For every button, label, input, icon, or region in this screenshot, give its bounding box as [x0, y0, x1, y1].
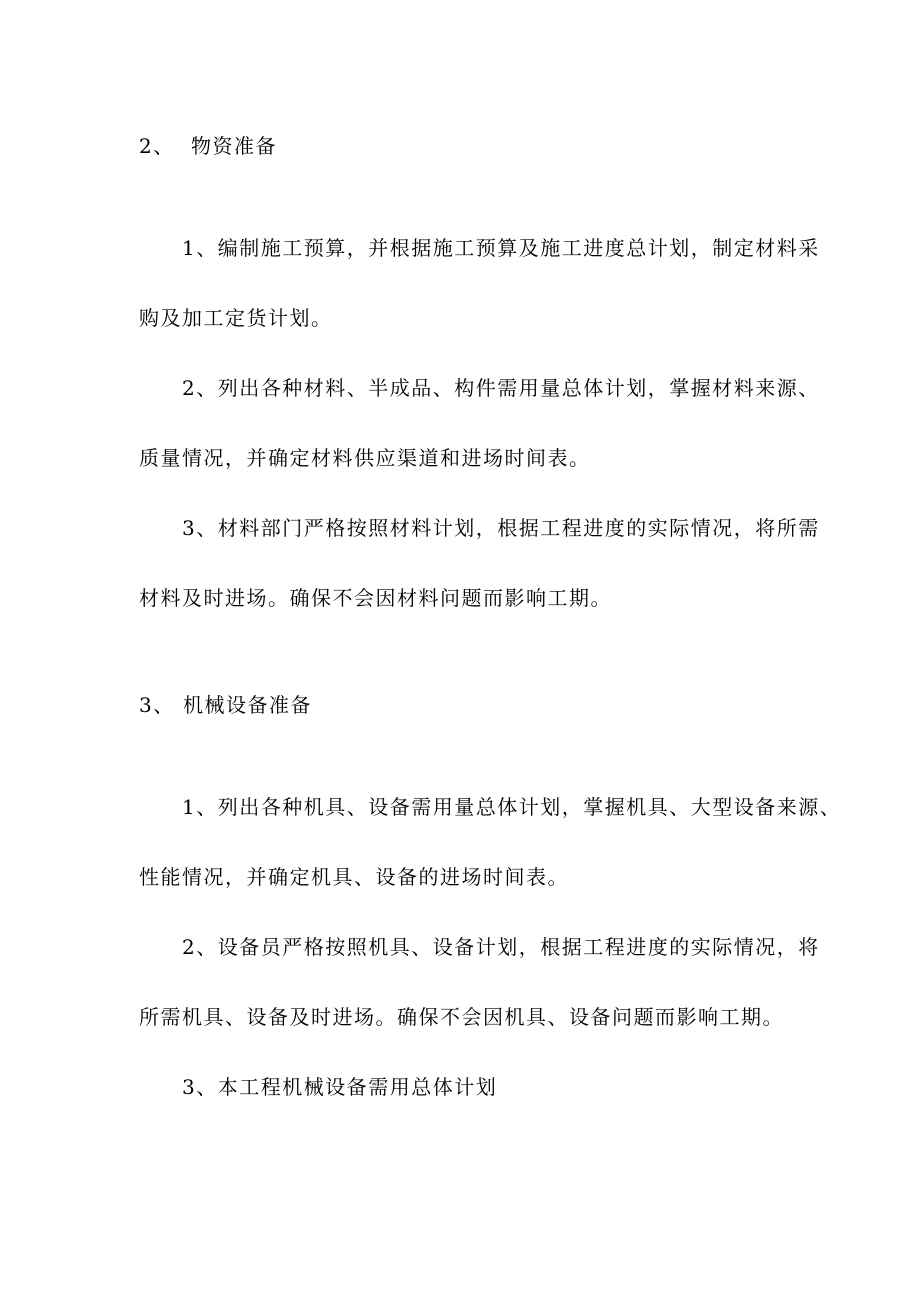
section-3-para-2-line-1: 2、设备员严格按照机具、设备计划，根据工程进度的实际情况，将	[182, 935, 820, 959]
section-3-para-2-line-2: 所需机具、设备及时进场。确保不会因机具、设备问题而影响工期。	[139, 1005, 784, 1029]
section-3-para-1-line-2: 性能情况，并确定机具、设备的进场时间表。	[139, 865, 569, 889]
section-2-para-3-line-1: 3、材料部门严格按照材料计划，根据工程进度的实际情况，将所需	[182, 516, 820, 540]
section-2-number: 2、	[139, 134, 175, 158]
section-2-para-2-line-1: 2、列出各种材料、半成品、构件需用量总体计划，掌握材料来源、	[182, 376, 820, 400]
section-3-para-3-line-1: 3、本工程机械设备需用总体计划	[182, 1075, 498, 1099]
section-3-para-1-line-1: 1、列出各种机具、设备需用量总体计划，掌握机具、大型设备来源、	[182, 795, 842, 819]
section-3-heading	[139, 692, 312, 718]
section-3-title: 机械设备准备	[183, 693, 312, 717]
section-2-heading	[139, 133, 277, 159]
section-3-number: 3、	[139, 693, 175, 717]
section-2-para-3-line-2: 材料及时进场。确保不会因材料问题而影响工期。	[139, 586, 612, 610]
section-2-para-1-line-1: 1、编制施工预算，并根据施工预算及施工进度总计划，制定材料采	[182, 236, 820, 260]
section-2-title: 物资准备	[191, 134, 277, 158]
section-2-para-2-line-2: 质量情况，并确定材料供应渠道和进场时间表。	[139, 446, 591, 470]
section-2-para-1-line-2: 购及加工定货计划。	[139, 306, 333, 330]
